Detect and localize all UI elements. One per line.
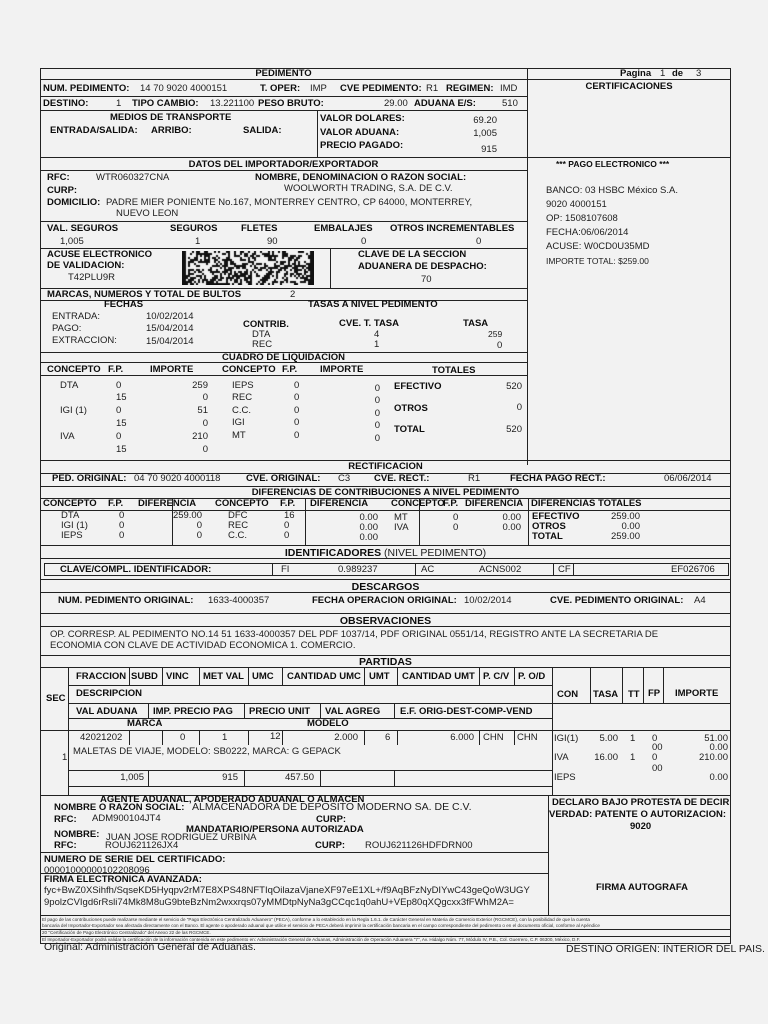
part-tasa-value: 5.00 (599, 733, 618, 744)
page-of-label: de (672, 68, 684, 79)
liq-left-fp: 0 (116, 405, 122, 416)
liq-right-concepto: IGI (232, 417, 245, 428)
aduana-value: 510 (502, 98, 518, 109)
val-seguros-value: 1,005 (60, 236, 84, 247)
descargo-fecha-value: 10/02/2014 (464, 595, 512, 606)
liq-left-fp: 15 (116, 444, 127, 455)
otros-incrementables-label: OTROS INCREMENTABLES (390, 223, 515, 234)
dif-col1-concepto: IEPS (61, 530, 83, 541)
val-seguros-label: VAL. SEGUROS (47, 223, 119, 234)
t-oper-label: T. OPER: (260, 83, 301, 94)
part-subd-label: SUBD (131, 671, 158, 682)
acuse-label-2: DE VALIDACION: (47, 260, 125, 271)
part-umc-value: 12 (270, 731, 281, 742)
part-metval-label: MET VAL (203, 671, 244, 682)
tasa-label: TASA (463, 318, 489, 329)
otros-label: OTROS (394, 403, 428, 414)
diferencias-title: DIFERENCIAS DE CONTRIBUCIONES A NIVEL PEDIMENTO (251, 487, 520, 498)
razon-social-label: NOMBRE, DENOMINACION O RAZON SOCIAL: (255, 172, 467, 183)
document-title: PEDIMENTO (255, 68, 312, 79)
fletes-value: 90 (267, 236, 278, 247)
clave-seccion-label-2: ADUANERA DE DESPACHO: (358, 261, 487, 272)
ped-original-value: 04 70 9020 4000118 (134, 473, 221, 484)
rectificacion-title: RECTIFICACION (348, 461, 423, 472)
dif-total-label: OTROS (532, 521, 566, 532)
total-label: TOTAL (394, 424, 425, 435)
ident-compl-2: ACNS002 (479, 564, 522, 575)
mandatario-rfc-value: ROUJ621126JX4 (105, 840, 179, 851)
identificadores-title-bold: IDENTIFICADORES (284, 547, 382, 559)
destino-label: DESTINO: (43, 98, 89, 109)
patente-value: 9020 (630, 821, 652, 832)
part-sec-value: 1 (62, 752, 68, 763)
firma-label: FIRMA ELECTRONICA AVANZADA: (44, 874, 202, 885)
peso-bruto-value: 29.00 (384, 98, 408, 109)
liq-right-concepto: MT (232, 430, 246, 441)
acuse-value: T42PLU9R (68, 272, 115, 283)
part-importe-value: 51.00 (704, 733, 728, 744)
mandatario-rfc-label: RFC: (54, 840, 77, 851)
cve-pedimento-value: R1 (426, 83, 439, 94)
dif-concepto-label-2: CONCEPTO (215, 498, 269, 509)
valor-dolares-value: 69.20 (473, 115, 497, 126)
part-umc-label: UMC (252, 671, 274, 682)
part-marca-label: MARCA (127, 718, 163, 729)
part-pod-label: P. O/D (518, 671, 546, 682)
liq-right-fp: 0 (294, 405, 300, 416)
fecha-pago-label: PAGO: (52, 323, 82, 334)
agente-curp-label: CURP: (316, 814, 347, 825)
clave-seccion-value: 70 (421, 274, 432, 285)
dif-col1-fp: 0 (119, 520, 125, 531)
liq-right-importe: 0 (374, 383, 380, 394)
tasa-contrib-dta: DTA (252, 329, 271, 340)
certificaciones-title: CERTIFICACIONES (585, 81, 673, 92)
liq-importe-label-2: IMPORTE (320, 364, 364, 375)
otros-incrementables-value: 0 (476, 236, 482, 247)
part-descripcion-label: DESCRIPCION (76, 688, 142, 699)
liquidacion-title: CUADRO DE LIQUIDACION (222, 352, 345, 363)
part-importe-value: 0.00 (709, 742, 728, 753)
part-con-label: CON (557, 689, 579, 700)
liq-left-importe: 51 (197, 405, 208, 416)
liq-concepto-label-2: CONCEPTO (222, 364, 276, 375)
liq-right-concepto: C.C. (232, 405, 251, 416)
declaro-line-1: DECLARO BAJO PROTESTA DE DECIR (552, 797, 730, 808)
t-oper-value: IMP (310, 83, 327, 94)
liq-right-fp: 0 (294, 380, 300, 391)
marcas-label: MARCAS, NUMEROS Y TOTAL DE BULTOS (47, 289, 242, 300)
mandatario-curp-label: CURP: (315, 840, 346, 851)
validation-barcode (182, 251, 314, 285)
part-umt-label: UMT (369, 671, 390, 682)
part-fp-value: 00 (652, 763, 663, 774)
dif-fp-label-3: F.P. (443, 498, 459, 509)
part-con-value: IEPS (554, 772, 576, 783)
fecha-extraccion-value: 15/04/2014 (146, 336, 194, 347)
contrib-label: CONTRIB. (243, 319, 289, 330)
part-fraccion-value: 42021202 (80, 732, 123, 743)
firma-line-2: 9polzCVIgd6rRsli74Mk8M8uG9bteBzNm2wxxrqs07yMMDtpNyNa3gCCqc1q0ahU+VEp80qXQgcxx3fFWhM2A= (44, 897, 514, 908)
part-fp-value: 0 (652, 733, 658, 744)
cve-rect-value: R1 (468, 473, 481, 484)
tasa-value-dta: 259 (488, 329, 503, 339)
cve-original-value: C3 (338, 473, 351, 484)
firma-autografa-label: FIRMA AUTOGRAFA (596, 882, 689, 893)
liq-left-importe: 0 (202, 392, 208, 403)
part-con-value: IVA (554, 752, 569, 763)
domicilio-label: DOMICILIO: (47, 197, 101, 208)
part-importe-value: 0.00 (709, 772, 728, 783)
domicilio-line-2: NUEVO LEON (116, 208, 179, 219)
agente-nombre-value: ALMACENADORA DE DEPOSITO MODERNO SA. DE C.V. (192, 801, 472, 813)
identificadores-title (40, 548, 731, 559)
part-tasa-label: TASA (593, 689, 619, 700)
dif-col1-diferencia: 0 (196, 530, 202, 541)
liq-left-concepto: DTA (60, 380, 79, 391)
dif-col2-diferencia: 0.00 (359, 532, 378, 543)
part-cantumt-label: CANTIDAD UMT (402, 671, 475, 682)
cve-original-label: CVE. ORIGINAL: (246, 473, 321, 484)
liq-left-concepto: IGI (1) (60, 405, 87, 416)
ident-compl-1: 0.989237 (338, 564, 378, 575)
otros-value: 0 (516, 402, 522, 413)
mandatario-nombre-label: NOMBRE: (54, 829, 100, 840)
liq-left-importe: 210 (192, 431, 208, 442)
fine-print-3: 20 "Certificación de Pago Electrónico Centralizado" del Anexo 22 de las RGCMCE. (42, 930, 211, 935)
dif-total-value: 259.00 (610, 511, 640, 522)
acuse-label-1: ACUSE ELECTRONICO (47, 249, 153, 260)
regimen-value: IMD (500, 83, 518, 94)
liq-left-importe: 0 (202, 444, 208, 455)
liq-right-importe: 0 (374, 408, 380, 419)
razon-social-value: WOOLWORTH TRADING, S.A. DE C.V. (284, 183, 453, 194)
liq-right-fp: 0 (294, 430, 300, 441)
descargo-cve-value: A4 (694, 595, 706, 606)
part-modelo-label: MODELO (307, 718, 349, 729)
part-tt-label: TT (628, 689, 640, 700)
liq-right-concepto: IEPS (232, 380, 254, 391)
page-number: 1 (660, 68, 666, 79)
efectivo-value: 520 (506, 381, 522, 392)
dif-col2-fp: 0 (284, 530, 290, 541)
liq-left-fp: 0 (116, 431, 122, 442)
part-valaduana-value: 1,005 (120, 772, 144, 783)
dif-concepto-label-3: CONCEPTO (391, 498, 445, 509)
liq-totales-label: TOTALES (432, 365, 476, 376)
transporte-title: MEDIOS DE TRANSPORTE (110, 112, 232, 123)
observaciones-line-2: ECONOMIA CON CLAVE DE ACTIVIDAD ECONOMICA 1. COMERCIO. (50, 640, 356, 651)
agente-title: AGENTE ADUANAL, APODERADO ADUANAL O ALMACEN (100, 794, 365, 805)
footer-destino: DESTINO ORIGEN: INTERIOR DEL PAIS. (566, 943, 765, 955)
liq-right-fp: 0 (294, 392, 300, 403)
dif-diferencia-label-2: DIFERENCIA (310, 498, 369, 509)
descargo-cve-label: CVE. PEDIMENTO ORIGINAL: (550, 595, 684, 606)
dif-diferencia-label-1: DIFERENCIA (138, 498, 197, 509)
part-preciounit-value: 457.50 (284, 772, 314, 783)
part-sec-label: SEC (46, 693, 66, 704)
importador-title: DATOS DEL IMPORTADOR/EXPORTADOR (188, 159, 379, 170)
part-tt-value: 1 (630, 733, 636, 744)
part-umt-value: 6 (385, 732, 391, 743)
dif-totales-label: DIFERENCIAS TOTALES (531, 498, 642, 509)
liq-left-fp: 0 (116, 380, 122, 391)
liq-right-fp: 0 (294, 417, 300, 428)
fecha-pago-rect-label: FECHA PAGO RECT.: (510, 473, 606, 484)
part-importe-label: IMPORTE (675, 688, 719, 699)
part-con-value: IGI(1) (554, 733, 579, 744)
fletes-label: FLETES (241, 223, 278, 234)
fecha-extraccion-label: EXTRACCION: (52, 335, 117, 346)
dif-col2-concepto: REC (228, 520, 249, 531)
total-value: 520 (506, 424, 522, 435)
liq-left-importe: 0 (202, 418, 208, 429)
regimen-label: REGIMEN: (446, 83, 494, 94)
fine-print-4: El Importador-Exportador podrá validar la certificación de la información contenida en este pedimento en: Administración General de Aduanas, Administración de Operación Aduanera "7", Av. Hidalgo Núm. 77, Módulo IV, P.B., Col. Guerrero, C.P. 06300, México, D.F. (42, 937, 581, 942)
tipo-cambio-value: 13.221100 (210, 98, 255, 109)
valor-aduana-value: 1,005 (473, 128, 497, 139)
tasa-cve-rec: 1 (374, 339, 380, 350)
part-impprecio-label: IMP. PRECIO PAG (153, 706, 233, 717)
tipo-cambio-label: TIPO CAMBIO: (132, 98, 199, 109)
mandatario-nombre-value: JUAN JOSE RODRIGUEZ URBINA (106, 832, 257, 843)
part-fp-label: FP (648, 688, 661, 699)
num-pedimento-label: NUM. PEDIMENTO: (43, 83, 130, 94)
dif-diferencia-label-3: DIFERENCIA (465, 498, 524, 509)
curp-label: CURP: (47, 185, 78, 196)
descargos-title: DESCARGOS (351, 581, 420, 593)
cve-tasa-label: CVE. T. TASA (339, 318, 399, 329)
salida-label: SALIDA: (243, 125, 282, 136)
mandatario-curp-value: ROUJ621126HDFDRN00 (365, 840, 473, 851)
part-pod-value: CHN (517, 732, 538, 743)
part-cantumt-value: 6.000 (450, 732, 474, 743)
firma-line-1: fyc+BwZ0XSihfh/SqseKD5Hyqpv2rM7E8XPS48NFTIqOilazaVjaneXF97eE1XL+/f9AqBFzNyDIYwC43geQoW3UGY (44, 885, 530, 896)
dif-col2-concepto: C.C. (228, 530, 247, 541)
tasa-contrib-rec: REC (252, 339, 273, 350)
embalajes-value: 0 (361, 236, 367, 247)
liq-concepto-label: CONCEPTO (47, 364, 101, 375)
liq-left-fp: 15 (116, 392, 127, 403)
tasa-cve-dta: 4 (374, 329, 380, 340)
certificado-label: NUMERO DE SERIE DEL CERTIFICADO: (44, 854, 226, 865)
part-preciounit-label: PRECIO UNIT (249, 706, 311, 717)
precio-pagado-value: 915 (481, 144, 497, 155)
dif-fp-label-1: F.P. (108, 498, 124, 509)
liq-right-concepto: REC (232, 392, 253, 403)
dif-col2-fp: 16 (284, 510, 295, 521)
ident-compl-3: EF026706 (671, 564, 715, 575)
footer-original: Original: Administración General de Aduanas. (44, 941, 256, 953)
cert-op: OP: 1508107608 (546, 213, 618, 224)
dif-col3-fp: 0 (453, 512, 459, 523)
observaciones-line-1: OP. CORRESP. AL PEDIMENTO NO.14 51 1633-4000357 DEL PDF 1037/14, PDF ORIGINAL 0551/14, REGISTRO ANTE LA SECRETARIA DE (50, 629, 659, 640)
dif-total-label: EFECTIVO (532, 511, 580, 522)
partidas-title: PARTIDAS (359, 656, 412, 668)
part-cantumc-value: 2.000 (334, 732, 358, 743)
liq-left-concepto: IVA (60, 431, 75, 442)
part-impprecio-value: 915 (222, 772, 238, 783)
cert-pedimento: 9020 4000151 (546, 199, 607, 210)
descargo-num-label: NUM. PEDIMENTO ORIGINAL: (58, 595, 194, 606)
cert-banco: BANCO: 03 HSBC México S.A. (546, 185, 678, 196)
clave-seccion-label-1: CLAVE DE LA SECCION (358, 249, 467, 260)
part-pcv-label: P. C/V (483, 671, 510, 682)
part-importe-value: 210.00 (698, 752, 728, 763)
liq-right-importe: 0 (374, 395, 380, 406)
valor-dolares-label: VALOR DOLARES: (320, 113, 405, 124)
embalajes-label: EMBALAJES (314, 223, 373, 234)
clave-identificador-label: CLAVE/COMPL. IDENTIFICADOR: (60, 564, 212, 575)
seguros-value: 1 (195, 236, 201, 247)
identificadores-title-note: (NIVEL PEDIMENTO) (381, 547, 487, 559)
agente-rfc-value: ADM900104JT4 (92, 813, 161, 824)
part-fp-value: 0 (652, 752, 658, 763)
part-vinc-value: 0 (180, 732, 186, 743)
agente-rfc-label: RFC: (54, 814, 77, 825)
ident-clave-1: FI (281, 564, 290, 575)
efectivo-label: EFECTIVO (394, 381, 442, 392)
page-total: 3 (696, 68, 702, 79)
liq-fp-label-2: F.P. (282, 364, 298, 375)
part-vinc-label: VINC (166, 671, 189, 682)
part-tasa-value: 16.00 (594, 752, 618, 763)
cve-pedimento-label: CVE PEDIMENTO: (340, 83, 422, 94)
valor-aduana-label: VALOR ADUANA: (320, 127, 400, 138)
cert-fecha: FECHA:06/06/2014 (546, 227, 629, 238)
domicilio-line-1: PADRE MIER PONIENTE No.167, MONTERREY CENTRO, CP 64000, MONTERREY, (106, 197, 473, 208)
dif-concepto-label-1: CONCEPTO (43, 498, 97, 509)
liq-left-fp: 15 (116, 418, 127, 429)
liq-importe-label: IMPORTE (150, 364, 194, 375)
dif-col3-diferencia: 0.00 (502, 512, 521, 523)
dif-col1-concepto: DTA (61, 510, 80, 521)
fecha-entrada-label: ENTRADA: (52, 311, 101, 322)
cert-importe: IMPORTE TOTAL: $259.00 (546, 256, 649, 266)
part-tt-value: 1 (630, 752, 636, 763)
entrada-salida-label: ENTRADA/SALIDA: (50, 125, 138, 136)
marcas-value: 2 (290, 289, 296, 300)
dif-col1-diferencia: 259.00 (172, 510, 202, 521)
part-metval-value: 1 (222, 732, 228, 743)
part-valaduana-label: VAL ADUANA (76, 706, 138, 717)
dif-col2-fp: 0 (284, 520, 290, 531)
dif-col1-concepto: IGI (1) (61, 520, 88, 531)
fine-print-1: El pago de las contribuciones puede realizarse mediante el servicio de "Pago Electrónico Centralizado Aduanero" (PECA), conforme a lo establecido en la Regla 1.6.1. de Carácter General en Materia de Comercio Exterior (RGCMCE), con la posibilidad de que la cuenta (42, 917, 590, 922)
rfc-value: WTR060327CNA (96, 172, 170, 183)
cve-rect-label: CVE. RECT.: (374, 473, 430, 484)
dif-col1-diferencia: 0 (196, 520, 202, 531)
page-label: Pagina (620, 68, 652, 79)
peso-bruto-label: PESO BRUTO: (258, 98, 324, 109)
rfc-label: RFC: (47, 172, 70, 183)
liq-left-importe: 259 (192, 380, 208, 391)
dif-col3-concepto: IVA (394, 522, 409, 533)
dif-col1-fp: 0 (119, 510, 125, 521)
aduana-label: ADUANA E/S: (414, 98, 476, 109)
fechas-title: FECHAS (104, 299, 144, 310)
mandatario-title: MANDATARIO/PERSONA AUTORIZADA (186, 824, 364, 835)
dif-col1-fp: 0 (119, 530, 125, 541)
arribo-label: ARRIBO: (151, 125, 192, 136)
part-cantumc-label: CANTIDAD UMC (287, 671, 361, 682)
fecha-entrada-value: 10/02/2014 (146, 311, 194, 322)
ident-clave-3: CF (558, 564, 571, 575)
tasa-value-rec: 0 (497, 340, 503, 351)
part-descripcion-value: MALETAS DE VIAJE, MODELO: SB0222, MARCA: G GEPACK (73, 746, 341, 757)
cert-acuse: ACUSE: W0CD0U35MD (546, 241, 650, 252)
part-pcv-value: CHN (483, 732, 504, 743)
fecha-pago-value: 15/04/2014 (146, 323, 194, 334)
dif-col2-concepto: DFC (228, 510, 248, 521)
fine-print-2: bancaria del Importador-Exportador sea afectada directamente con el Banco. El agente o apoderado aduanal que utilice el servicio de PECA deberá imprimir la certificación bancaria en el campo correspondiente del pedimento o en el documento oficial, conforme al Apéndice (42, 923, 600, 928)
seguros-label: SEGUROS (170, 223, 218, 234)
tasas-title: TASAS A NIVEL PEDIMENTO (308, 299, 438, 310)
part-eforig-label: E.F. ORIG-DEST-COMP-VEND (400, 706, 533, 717)
ident-clave-2: AC (421, 564, 435, 575)
part-fraccion-label: FRACCION (76, 671, 127, 682)
dif-total-label: TOTAL (532, 531, 563, 542)
fecha-pago-rect-value: 06/06/2014 (664, 473, 712, 484)
dif-col3-concepto: MT (394, 512, 408, 523)
observaciones-title: OBSERVACIONES (339, 615, 432, 627)
num-pedimento-value: 14 70 9020 4000151 (140, 83, 228, 94)
precio-pagado-label: PRECIO PAGADO: (320, 140, 404, 151)
dif-total-value: 259.00 (610, 531, 640, 542)
agente-nombre-label: NOMBRE O RAZON SOCIAL: (54, 802, 185, 813)
dif-total-value: 0.00 (621, 521, 640, 532)
ped-original-label: PED. ORIGINAL: (52, 473, 127, 484)
liq-right-importe: 0 (374, 433, 380, 444)
liq-fp-label: F.P. (108, 364, 124, 375)
liq-right-importe: 0 (374, 420, 380, 431)
dif-col2-diferencia: 0.00 (359, 512, 378, 523)
certificado-value: 00001000000102208096 (44, 865, 150, 876)
part-valagreg-label: VAL AGREG (325, 706, 381, 717)
part-fp-value: 00 (652, 742, 663, 753)
descargo-num-value: 1633-4000357 (208, 595, 270, 606)
dif-fp-label-2: F.P. (280, 498, 296, 509)
destino-value: 1 (116, 98, 122, 109)
declaro-line-2: VERDAD: PATENTE O AUTORIZACION: (549, 809, 726, 820)
pago-electronico-title: *** PAGO ELECTRONICO *** (556, 159, 670, 169)
descargo-fecha-label: FECHA OPERACION ORIGINAL: (312, 595, 457, 606)
dif-col3-diferencia: 0.00 (502, 522, 521, 533)
dif-col2-diferencia: 0.00 (359, 522, 378, 533)
dif-col3-fp: 0 (453, 522, 459, 533)
